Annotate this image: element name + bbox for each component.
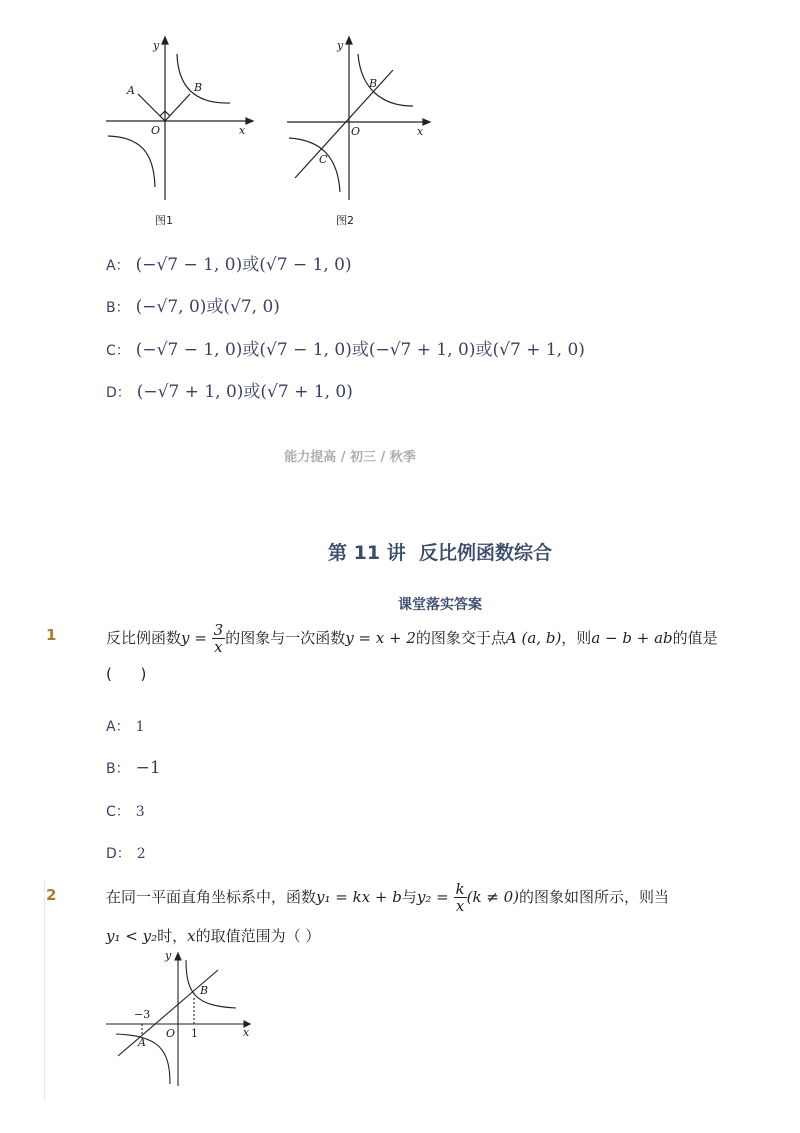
q2-fig-origin: O bbox=[166, 1027, 176, 1040]
prev-option-a[interactable] bbox=[106, 250, 352, 275]
option-value: 1 bbox=[135, 719, 145, 735]
q1-point: A (a, b) bbox=[505, 629, 562, 647]
q2-text-5: 的取值范围为（ ） bbox=[195, 927, 321, 945]
q2-var-x: x bbox=[187, 927, 196, 945]
q2-text-4: 时， bbox=[157, 927, 188, 945]
option-label: A： bbox=[106, 719, 130, 735]
q2-text-2: 与 bbox=[401, 888, 417, 906]
q1-frac-num: 3 bbox=[213, 621, 224, 639]
fig2-origin-label: O bbox=[351, 125, 361, 138]
q1-option-d[interactable] bbox=[106, 843, 146, 863]
option-label: B： bbox=[106, 761, 130, 777]
prev-option-b[interactable] bbox=[106, 292, 280, 317]
fig1-origin-label: O bbox=[151, 124, 161, 137]
prev-option-c[interactable] bbox=[106, 335, 585, 360]
question-2-number: 2 bbox=[46, 886, 57, 904]
q1-option-c[interactable] bbox=[106, 801, 145, 821]
q2-func-2-cond: (k ≠ 0) bbox=[466, 888, 520, 906]
fig2-x-label: x bbox=[417, 125, 424, 138]
question-1-paren: ( ) bbox=[106, 665, 147, 683]
fig2-caption: 图2 bbox=[336, 214, 354, 227]
option-label: A： bbox=[106, 258, 130, 274]
q2-frac-num: k bbox=[455, 880, 465, 898]
q1-text-1: 反比例函数 bbox=[106, 629, 182, 647]
q2-fig-y-label: y bbox=[165, 949, 172, 962]
option-math: (−√7 − 1, 0)或(√7 − 1, 0)或(−√7 + 1, 0)或(√7 + 1, 0) bbox=[135, 340, 585, 360]
option-label: C： bbox=[106, 343, 130, 359]
breadcrumb: 能力提高 / 初三 / 秋季 bbox=[284, 450, 416, 465]
q2-fig-x-label: x bbox=[243, 1026, 250, 1039]
question-1-stem bbox=[106, 622, 746, 655]
fig1-point-a: A bbox=[127, 84, 135, 97]
figure-2 bbox=[283, 32, 443, 232]
option-label: B： bbox=[106, 300, 130, 316]
fig2-y-label: y bbox=[337, 39, 344, 52]
q1-text-3: 的图象交于点 bbox=[415, 629, 506, 647]
option-label: D： bbox=[106, 846, 131, 862]
question-1-number: 1 bbox=[46, 626, 57, 644]
q1-fraction bbox=[212, 622, 226, 655]
q2-fig-point-a: A bbox=[138, 1036, 146, 1049]
q1-frac-den: x bbox=[214, 638, 223, 656]
option-math: (−√7 − 1, 0)或(√7 − 1, 0) bbox=[135, 255, 352, 275]
q2-text-1: 在同一平面直角坐标系中，函数 bbox=[106, 888, 317, 906]
option-value: 2 bbox=[136, 846, 146, 862]
q2-fig-point-b: B bbox=[200, 984, 209, 997]
q1-text-5: 的值是 bbox=[672, 629, 718, 647]
q2-text-3: 的图象如图所示，则当 bbox=[519, 888, 670, 906]
figure-1 bbox=[100, 32, 260, 232]
question-2-figure bbox=[100, 944, 260, 1092]
q2-fig-tick-m3: −3 bbox=[134, 1008, 151, 1021]
fig1-y-label: y bbox=[153, 39, 160, 52]
q2-frac-den: x bbox=[455, 897, 465, 915]
q2-fraction bbox=[454, 881, 467, 914]
option-label: C： bbox=[106, 804, 130, 820]
section-title: 课堂落实答案 bbox=[398, 597, 482, 613]
prev-option-d[interactable] bbox=[106, 377, 353, 402]
q1-expr: a − b + ab bbox=[591, 629, 673, 647]
fig2-point-c: C bbox=[319, 153, 328, 166]
q1-line-eq: y = x + 2 bbox=[345, 629, 416, 647]
option-value: 3 bbox=[135, 804, 145, 820]
q1-option-a[interactable] bbox=[106, 716, 145, 736]
q2-func-2-lhs: y₂ = bbox=[416, 888, 449, 906]
q1-eq: = bbox=[194, 629, 207, 647]
lecture-title: 第 11 讲 反比例函数综合 bbox=[328, 542, 552, 564]
q1-text-4: ，则 bbox=[561, 629, 592, 647]
fig1-point-b: B bbox=[194, 81, 203, 94]
question-2-side-rule bbox=[44, 880, 45, 1100]
q2-fig-tick-1: 1 bbox=[191, 1027, 198, 1040]
q2-condition: y₁ < y₂ bbox=[106, 927, 158, 945]
q1-text-2: 的图象与一次函数 bbox=[225, 629, 346, 647]
option-label: D： bbox=[106, 385, 131, 401]
question-2-stem bbox=[106, 881, 746, 914]
fig1-x-label: x bbox=[239, 124, 246, 137]
option-math: (−√7 + 1, 0)或(√7 + 1, 0) bbox=[136, 382, 353, 402]
fig2-point-b: B bbox=[369, 77, 378, 90]
option-math: (−√7, 0)或(√7, 0) bbox=[135, 297, 280, 317]
q2-func-1: y₁ = kx + b bbox=[316, 888, 402, 906]
q1-var-y: y bbox=[181, 629, 190, 647]
option-value: −1 bbox=[135, 758, 161, 778]
q1-option-b[interactable] bbox=[106, 758, 161, 778]
fig1-caption: 图1 bbox=[155, 214, 173, 227]
